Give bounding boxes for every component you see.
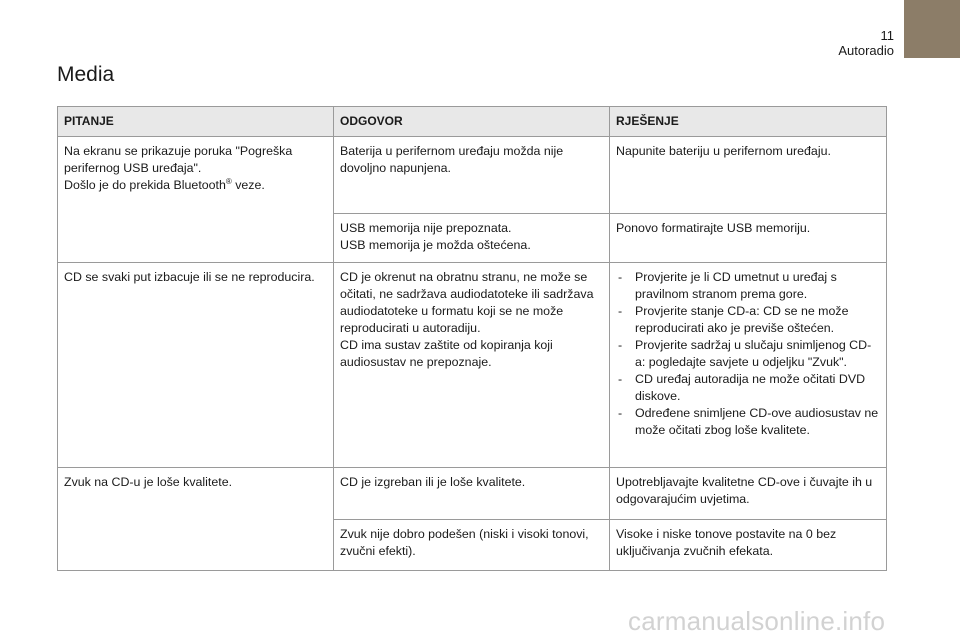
list-item: - Provjerite sadržaj u slučaju snimljenog CD-a: pogledajte savjete u odjeljku "Zvuk". — [616, 337, 880, 371]
watermark: carmanualsonline.info — [628, 606, 886, 636]
table-row — [58, 137, 887, 214]
answer-text: Zvuk nije dobro podešen (niski i visoki tonovi, zvučni efekti). — [340, 527, 589, 558]
solution-list — [616, 269, 880, 439]
question-text: Došlo je do prekida Bluetooth® veze. — [64, 176, 265, 192]
answer-cell — [334, 214, 610, 263]
answer-text: CD je izgreban ili je loše kvalitete. — [340, 475, 526, 489]
solution-text: Napunite bateriju u perifernom uređaju. — [616, 144, 831, 158]
table-row — [58, 468, 887, 520]
question-cell — [58, 137, 334, 263]
chapter-tab — [904, 0, 960, 58]
header-solution: RJEŠENJE — [610, 107, 887, 137]
question-text: CD se svaki put izbacuje ili se ne reproducira. — [64, 270, 315, 284]
troubleshooting-table — [57, 106, 887, 571]
answer-text: Baterija u perifernom uređaju možda nije dovoljno napunjena. — [340, 144, 564, 175]
answer-cell — [334, 263, 610, 468]
header-question: PITANJE — [58, 107, 334, 137]
solution-cell — [610, 468, 887, 520]
question-cell — [58, 468, 334, 571]
question-text: Zvuk na CD-u je loše kvalitete. — [64, 475, 233, 489]
list-item: - Provjerite je li CD umetnut u uređaj s pravilnom stranom prema gore. — [616, 269, 880, 303]
page-title: Media — [57, 63, 115, 86]
answer-text: CD ima sustav zaštite od kopiranja koji audiosustav ne prepoznaje. — [340, 338, 553, 369]
solution-text: Ponovo formatirajte USB memoriju. — [616, 221, 811, 235]
answer-text: USB memorija je možda oštećena. — [340, 238, 531, 252]
section-name: Autoradio — [838, 43, 894, 58]
answer-text: CD je okrenut na obratnu stranu, ne može se očitati, ne sadržava audiodatoteke ili sadržava audiodatoteke u formatu koji se ne može reproducirati u autoradiju. — [340, 270, 594, 335]
solution-cell — [610, 520, 887, 571]
solution-cell — [610, 137, 887, 214]
solution-text: Visoke i niske tonove postavite na 0 bez uključivanja zvučnih efekata. — [616, 527, 837, 558]
answer-text: USB memorija nije prepoznata. — [340, 221, 512, 235]
page-number: 11 — [880, 28, 894, 43]
answer-cell — [334, 137, 610, 214]
list-item: - Određene snimljene CD-ove audiosustav ne može očitati zbog loše kvalitete. — [616, 405, 880, 439]
answer-cell — [334, 520, 610, 571]
list-item: - Provjerite stanje CD-a: CD se ne može reproducirati ako je previše oštećen. — [616, 303, 880, 337]
question-text: Na ekranu se prikazuje poruka "Pogreška perifernog USB uređaja". — [64, 144, 293, 175]
solution-cell — [610, 214, 887, 263]
table-header-row — [58, 107, 887, 137]
solution-text: Upotrebljavajte kvalitetne CD-ove i čuvajte ih u odgovarajućim uvjetima. — [616, 475, 873, 506]
registered-mark: ® — [225, 176, 232, 186]
header-answer: ODGOVOR — [334, 107, 610, 137]
answer-cell — [334, 468, 610, 520]
solution-cell — [610, 263, 887, 468]
table-row — [58, 263, 887, 468]
list-item: - CD uređaj autoradija ne može očitati DVD diskove. — [616, 371, 880, 405]
question-cell — [58, 263, 334, 468]
